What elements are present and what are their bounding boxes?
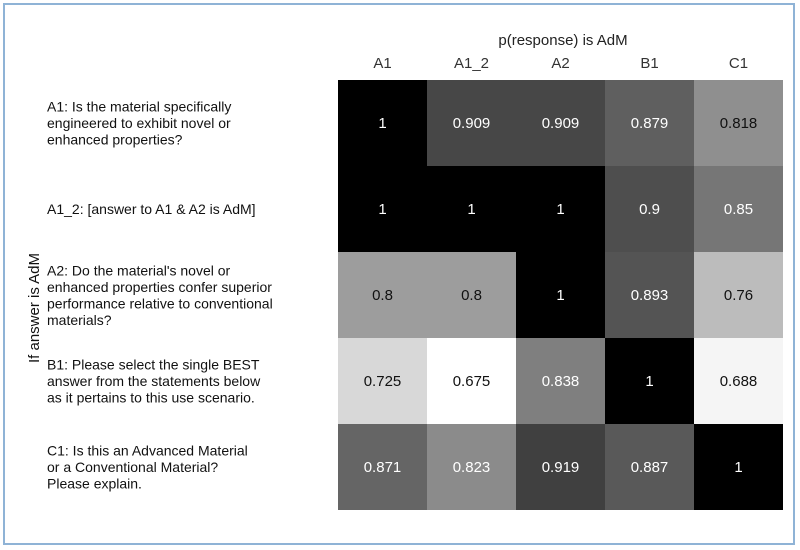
figure-frame: [3, 3, 795, 545]
cell-value-label: 0.9: [639, 201, 660, 218]
row-label-2: [47, 201, 256, 217]
cell-value-label: 1: [378, 115, 387, 132]
cell-value-label: 1: [378, 201, 387, 218]
row-label-line: answer from the statements below: [47, 373, 261, 389]
row-label-1: [47, 99, 231, 148]
cell-value-label: 0.688: [719, 373, 758, 390]
cell-value-label: 0.838: [541, 373, 580, 390]
cell-value-label: 0.85: [723, 201, 754, 218]
chart-title: p(response) is AdM: [498, 32, 628, 49]
cell-value-label: 1: [556, 201, 565, 218]
row-label-line: as it pertains to this use scenario.: [47, 389, 255, 406]
column-labels: [373, 55, 748, 72]
cell-value-label: 0.871: [363, 459, 402, 476]
cell-value-label: 0.879: [630, 115, 669, 132]
row-label-line: enhanced properties confer superior: [47, 278, 272, 295]
cell-value-label: 0.725: [363, 373, 402, 390]
cell-value-label: 0.887: [630, 459, 669, 476]
row-label-line: A1: Is the material specifically: [47, 98, 232, 115]
cell-value-label: 0.76: [723, 287, 754, 304]
row-label-line: B1: Please select the single BEST: [47, 356, 260, 373]
row-label-line: materials?: [47, 311, 112, 328]
row-labels: [47, 99, 273, 492]
cell-value-label: 0.919: [541, 459, 580, 476]
row-label-line: performance relative to conventional: [47, 295, 273, 312]
heatmap-cells: [338, 80, 783, 510]
cell-value-label: 0.675: [452, 373, 491, 390]
column-label-a2: A2: [551, 55, 570, 72]
cell-value-label: 0.909: [452, 115, 491, 132]
cell-value-label: 1: [645, 373, 654, 390]
column-label-a1-2: A1_2: [453, 55, 490, 72]
y-axis-label: If answer is AdM: [26, 252, 43, 364]
cell-value-label: 0.909: [541, 115, 580, 132]
cell-value-label: 0.893: [630, 287, 669, 304]
column-label-b1: B1: [640, 55, 659, 72]
row-label-line: enhanced properties?: [47, 131, 183, 148]
heatmap-chart: [5, 5, 793, 543]
row-label-line: Please explain.: [47, 475, 142, 492]
row-label-line: A1_2: [answer to A1 & A2 is AdM]: [47, 201, 256, 217]
cell-value-label: 0.8: [461, 287, 482, 304]
column-label-c1: C1: [728, 55, 749, 72]
row-label-line: A2: Do the material's novel or: [47, 262, 231, 279]
cell-value-label: 0.8: [372, 287, 393, 304]
row-label-line: or a Conventional Material?: [47, 459, 219, 475]
row-label-3: [47, 262, 273, 328]
cell-value-label: 0.823: [452, 459, 491, 476]
cell-value-label: 1: [467, 201, 476, 218]
column-label-a1: A1: [373, 55, 392, 72]
cell-value-label: 1: [734, 459, 743, 476]
row-label-line: engineered to exhibit novel or: [47, 115, 231, 131]
row-label-line: C1: Is this an Advanced Material: [47, 442, 248, 459]
cell-value-label: 1: [556, 287, 565, 304]
cell-value-label: 0.818: [719, 115, 758, 132]
row-label-4: [47, 357, 261, 406]
row-label-5: [47, 443, 248, 492]
